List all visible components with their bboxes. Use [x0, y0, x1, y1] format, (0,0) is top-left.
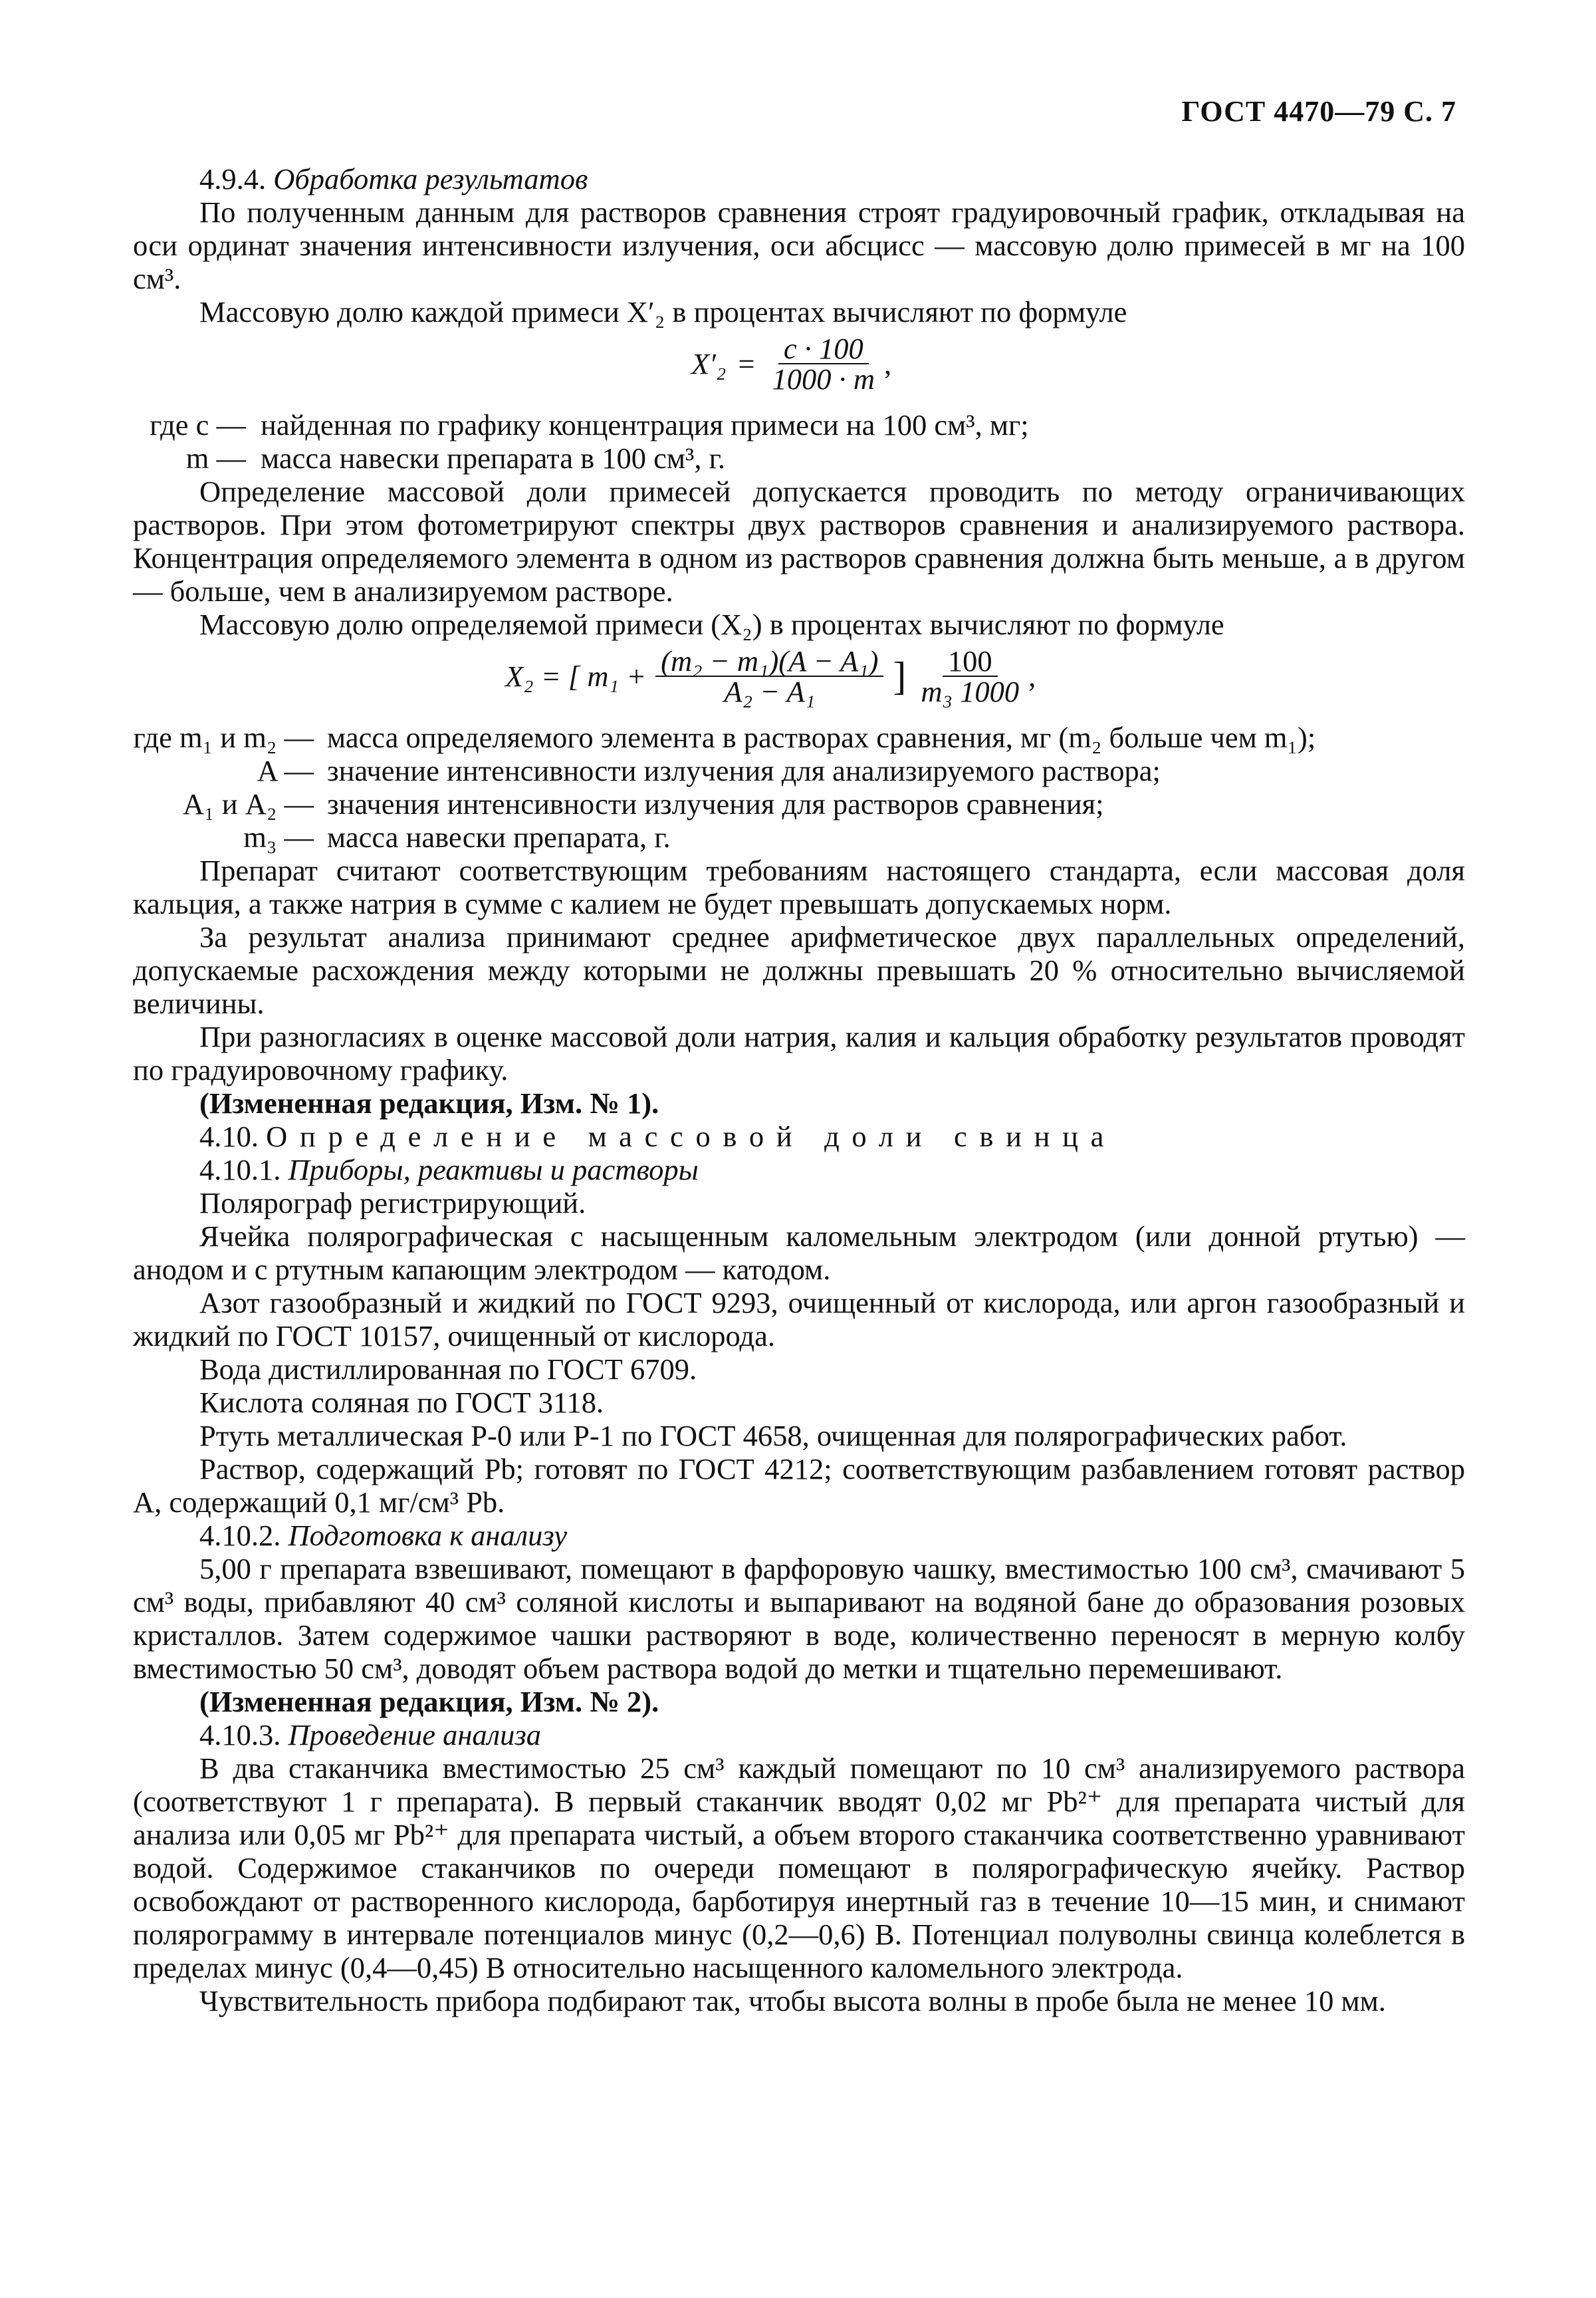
reagent-item: Ртуть металлическая Р-0 или Р-1 по ГОСТ 4658, очищенная для полярографических работ.: [199, 1419, 1347, 1452]
formula-lhs: X₂ = [ m₁ +: [505, 660, 647, 693]
section-heading-4-10-2: [133, 1519, 1465, 1552]
document-body: [133, 162, 1465, 2017]
formula-x2-prime: [133, 328, 1465, 408]
section-title: Определение массовой доли свинца: [266, 1120, 1117, 1153]
paragraph: Определение массовой доли примесей допускается проводить по методу ограничивающих растворов. При этом фотометрируют спектры двух растворов сравнения и анализируемого раствора. Концентрация определяемого элемента в одном из растворов сравнения должна быть меньше, а в другом — больше, чем в анализируемом растворе.: [133, 475, 1465, 608]
formula-fraction: [915, 646, 1024, 706]
formula-lhs: X′₂: [691, 347, 727, 380]
section-number: 4.10.3.: [199, 1718, 281, 1751]
legend-symbol: где m₁ и m₂ —: [133, 721, 314, 754]
legend-text: значение интенсивности излучения для анализируемого раствора;: [327, 754, 1161, 787]
amendment-note: (Измененная редакция, Изм. № 1).: [199, 1086, 659, 1120]
formula-denominator: 1000 · m: [772, 362, 875, 396]
section-heading-4-10-1: [133, 1153, 1465, 1186]
legend-text: масса навески препарата в 100 см³, г.: [261, 442, 725, 475]
section-heading-4-9-4: [133, 162, 1465, 195]
paragraph: По полученным данным для растворов сравнения строят градуировочный график, откладывая на оси ординат значения интенсивности излучения, оси абсцисс — массовую долю примесей в мг на 100 см³.: [133, 195, 1465, 295]
reagent-item: Ячейка полярографическая с насыщенным каломельным электродом (или донной ртутью) — анодом и с ртутным капающим электродом — катодом.: [133, 1219, 1465, 1286]
section-number: 4.10.: [199, 1120, 259, 1153]
formula-denominator: A₂ − A₁: [724, 675, 816, 708]
formula-numerator: 100: [943, 646, 998, 677]
section-title: Приборы, реактивы и растворы: [288, 1153, 699, 1186]
legend-row: [133, 442, 1465, 475]
paragraph: Чувствительность прибора подбирают так, чтобы высота волны в пробе была не менее 10 мм.: [199, 1984, 1386, 2017]
formula-numerator: (m₂ − m₁)(A − A₁): [655, 646, 883, 677]
legend-row: [133, 721, 1465, 754]
reagent-item: Вода дистиллированная по ГОСТ 6709.: [199, 1352, 697, 1386]
formula-fraction: [655, 646, 883, 706]
paragraph: Препарат считают соответствующим требованиям настоящего стандарта, если массовая доля кальция, а также натрия в сумме с калием не будет превышать допускаемых норм.: [133, 854, 1465, 920]
legend-row: [133, 408, 1465, 442]
section-title: Проведение анализа: [288, 1718, 541, 1751]
section-heading-4-10-3: [133, 1718, 1465, 1751]
formula-bracket: ]: [893, 654, 907, 698]
legend-row: [133, 754, 1465, 787]
page-header: ГОСТ 4470—79 С. 7: [1181, 95, 1456, 128]
legend-text: масса определяемого элемента в растворах сравнения, мг (m₂ больше чем m₁);: [327, 721, 1316, 754]
reagent-item: Кислота соляная по ГОСТ 3118.: [199, 1386, 604, 1419]
reagent-item: Азот газообразный и жидкий по ГОСТ 9293, очищенный от кислорода, или аргон газообразный и жидкий по ГОСТ 10157, очищенный от кислорода.: [133, 1286, 1465, 1352]
paragraph: При разногласиях в оценке массовой доли натрия, калия и кальция обработку результатов проводят по градуировочному графику.: [133, 1020, 1465, 1086]
formula-numerator: c · 100: [778, 334, 869, 364]
formula-legend-1: [133, 408, 1465, 475]
reagent-item: Полярограф регистрирующий.: [199, 1186, 586, 1219]
formula-fraction: [767, 334, 881, 394]
formula-comma: ,: [884, 347, 892, 380]
legend-symbol: m₃ —: [243, 821, 314, 854]
amendment-note: (Измененная редакция, Изм. № 2).: [199, 1685, 659, 1718]
legend-text: найденная по графику концентрация примеси на 100 см³, мг;: [261, 408, 1029, 442]
legend-text: значения интенсивности излучения для растворов сравнения;: [327, 787, 1104, 821]
legend-symbol: A₁ и A₂ —: [183, 787, 314, 821]
reagent-item: Раствор, содержащий Pb; готовят по ГОСТ 4212; соответствующим разбавлением готовят раствор А, содержащий 0,1 мг/см³ Pb.: [133, 1452, 1465, 1519]
section-number: 4.10.2.: [199, 1519, 281, 1552]
paragraph: Массовую долю определяемой примеси (X₂) в процентах вычисляют по формуле: [199, 608, 1224, 641]
paragraph: Массовую долю каждой примеси X′₂ в процентах вычисляют по формуле: [199, 295, 1127, 328]
section-number: 4.9.4.: [199, 162, 267, 195]
legend-row: [133, 787, 1465, 821]
section-heading-4-10: [133, 1120, 1465, 1153]
legend-symbol: m —: [185, 442, 246, 475]
section-number: 4.10.1.: [199, 1153, 281, 1186]
section-title: Обработка результатов: [273, 162, 588, 195]
legend-text: масса навески препарата, г.: [327, 821, 671, 854]
formula-denominator: m₃ 1000: [921, 675, 1020, 708]
formula-x2: [133, 641, 1465, 721]
formula-comma: ,: [1028, 660, 1036, 693]
formula-equals: =: [738, 347, 755, 380]
legend-symbol: где c —: [150, 408, 246, 442]
paragraph: За результат анализа принимают среднее арифметическое двух параллельных определений, допускаемые расхождения между которыми не должны превышать 20 % относительно вычисляемой величины.: [133, 920, 1465, 1020]
legend-symbol: A —: [257, 754, 314, 787]
legend-row: [133, 821, 1465, 854]
paragraph: В два стаканчика вместимостью 25 см³ каждый помещают по 10 см³ анализируемого раствора (соответствуют 1 г препарата). В первый стаканчик вводят 0,02 мг Pb²⁺ для препарата чистый для анализа или 0,05 мг Pb²⁺ для препарата чистый, а объем второго стаканчика соответственно уравнивают водой. Содержимое стаканчиков по очереди помещают в полярографическую ячейку. Раствор освобождают от растворенного кислорода, барботируя инертный газ в течение 10—15 мин, и снимают полярограмму в интервале потенциалов минус (0,2—0,6) В. Потенциал полуволны свинца колеблется в пределах минус (0,4—0,45) В относительно насыщенного каломельного электрода.: [133, 1751, 1465, 1984]
formula-legend-2: [133, 721, 1465, 854]
section-title: Подготовка к анализу: [288, 1519, 568, 1552]
paragraph: 5,00 г препарата взвешивают, помещают в фарфоровую чашку, вместимостью 100 см³, смачивают 5 см³ воды, прибавляют 40 см³ соляной кислоты и выпаривают на водяной бане до образования розовых кристаллов. Затем содержимое чашки растворяют в воде, количественно переносят в мерную колбу вместимостью 50 см³, доводят объем раствора водой до метки и тщательно перемешивают.: [133, 1552, 1465, 1685]
